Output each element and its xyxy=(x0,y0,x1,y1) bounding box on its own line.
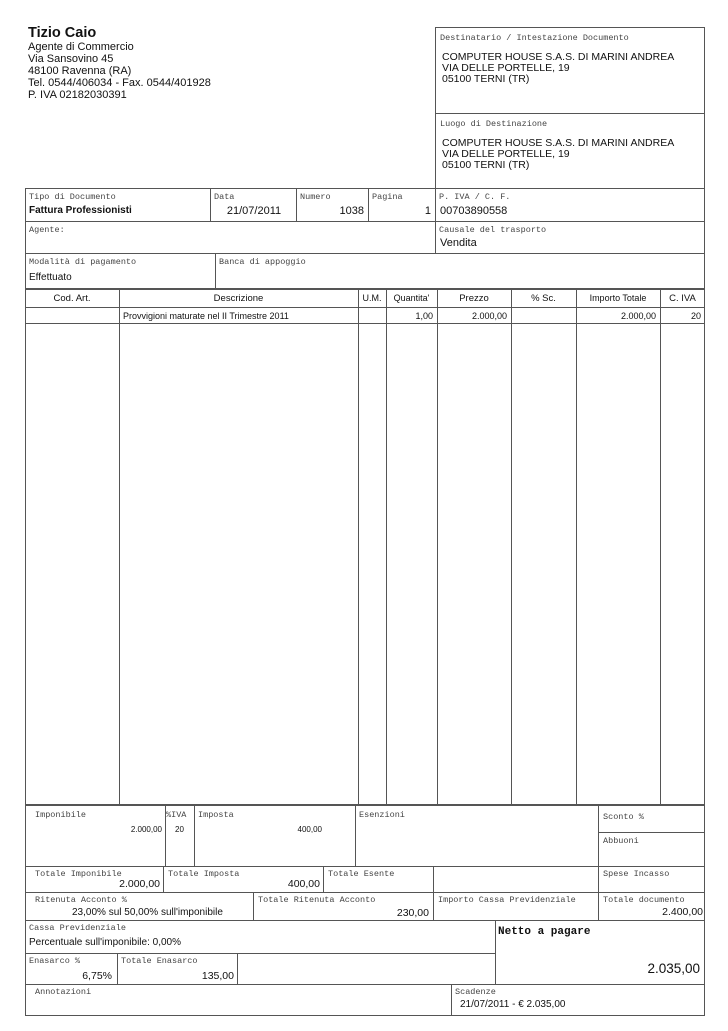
col-header-discount: % Sc. xyxy=(531,293,556,304)
doc-taxid-label: P. IVA / C. F. xyxy=(439,192,511,202)
recipient-line3: 05100 TERNI (TR) xyxy=(442,73,530,85)
imponibile-label: Imponibile xyxy=(35,810,87,820)
row-description: Provvigioni maturate nel II Trimestre 2011 xyxy=(123,311,289,321)
recipient-line2: VIA DELLE PORTELLE, 19 xyxy=(442,62,570,74)
annotazioni-label: Annotazioni xyxy=(35,987,92,997)
col-header-description: Descrizione xyxy=(213,293,264,304)
enasarco-label: Enasarco % xyxy=(29,956,81,966)
tot-imposta-label: Totale Imposta xyxy=(168,869,240,879)
col-header-total: Importo Totale xyxy=(589,293,647,303)
recipient-label: Destinatario / Intestazione Documento xyxy=(440,33,629,43)
doc-payment-label: Modalità di pagamento xyxy=(29,257,137,267)
doc-number-value: 1038 xyxy=(339,205,364,217)
netto-label: Netto a pagare xyxy=(498,926,591,938)
imponibile-value: 2.000,00 xyxy=(130,825,162,834)
sender-city: 48100 Ravenna (RA) xyxy=(28,65,132,77)
doc-transport-value: Vendita xyxy=(440,237,477,249)
tot-esente-label: Totale Esente xyxy=(328,869,395,879)
cassa-prev-label: Cassa Previdenziale xyxy=(29,923,126,933)
spese-incasso-label: Spese Incasso xyxy=(603,869,670,879)
tot-enasarco-label: Totale Enasarco xyxy=(121,956,198,966)
imposta-label: Imposta xyxy=(198,810,234,820)
doc-page-value: 1 xyxy=(424,205,431,217)
col-header-vat-code: C. IVA xyxy=(669,293,696,304)
col-header-um: U.M. xyxy=(362,293,382,303)
row-qty: 1,00 xyxy=(415,311,433,321)
doc-date-value: 21/07/2011 xyxy=(226,205,282,217)
tot-imposta-value: 400,00 xyxy=(287,878,320,890)
sconto-label: Sconto % xyxy=(603,812,644,822)
tot-imponibile-label: Totale Imponibile xyxy=(35,869,122,879)
cassa-prev-import-label: Importo Cassa Previdenziale xyxy=(438,895,576,905)
sender-block xyxy=(28,26,428,101)
doc-payment-value: Effettuato xyxy=(29,272,72,283)
destination-line2: VIA DELLE PORTELLE, 19 xyxy=(442,148,570,160)
doc-agent-label: Agente: xyxy=(29,225,65,235)
row-vat-code: 20 xyxy=(690,311,701,321)
sender-street: Via Sansovino 45 xyxy=(28,53,114,65)
imposta-value: 400,00 xyxy=(297,825,322,834)
enasarco-value: 6,75% xyxy=(82,970,112,982)
col-header-qty: Quantita' xyxy=(393,293,430,303)
doc-type-label: Tipo di Documento xyxy=(29,192,116,202)
ritenuta-value: 23,00% sul 50,00% sull'imponibile xyxy=(72,907,223,918)
destination-line3: 05100 TERNI (TR) xyxy=(442,159,530,171)
row-price: 2.000,00 xyxy=(471,311,507,321)
tot-enasarco-value: 135,00 xyxy=(201,970,234,982)
iva-pct-value: 20 xyxy=(175,825,184,834)
scadenze-value: 21/07/2011 - € 2.035,00 xyxy=(460,999,566,1010)
iva-pct-label: %IVA xyxy=(166,810,187,820)
doc-bank-label: Banca di appoggio xyxy=(219,257,306,267)
sender-vat: P. IVA 02182030391 xyxy=(28,89,127,101)
tot-ritenuta-label: Totale Ritenuta Acconto xyxy=(258,895,376,905)
recipient-line1: COMPUTER HOUSE S.A.S. DI MARINI ANDREA xyxy=(442,51,675,63)
ritenuta-label: Ritenuta Acconto % xyxy=(35,895,127,905)
sender-phone: Tel. 0544/406034 - Fax. 0544/401928 xyxy=(28,77,211,89)
doc-transport-label: Causale del trasporto xyxy=(439,225,547,235)
doc-page-label: Pagina xyxy=(372,192,403,202)
esenzioni-label: Esenzioni xyxy=(359,810,405,820)
sender-role: Agente di Commercio xyxy=(28,41,134,53)
doc-number-label: Numero xyxy=(300,192,331,202)
tot-documento-label: Totale documento xyxy=(603,895,685,905)
tot-documento-value: 2.400,00 xyxy=(662,906,703,918)
destination-line1: COMPUTER HOUSE S.A.S. DI MARINI ANDREA xyxy=(442,137,675,149)
netto-value: 2.035,00 xyxy=(647,961,700,976)
doc-info-block xyxy=(25,188,705,289)
scadenze-label: Scadenze xyxy=(455,987,496,997)
sender-name: Tizio Caio xyxy=(28,25,97,41)
row-total: 2.000,00 xyxy=(620,311,656,321)
col-header-code: Cod. Art. xyxy=(53,293,91,304)
cassa-prev-value: Percentuale sull'imponibile: 0,00% xyxy=(29,937,181,948)
doc-type-value: Fattura Professionisti xyxy=(29,205,132,216)
items-table xyxy=(25,289,705,805)
doc-date-label: Data xyxy=(214,192,235,202)
doc-taxid-value: 00703890558 xyxy=(440,205,508,217)
tot-ritenuta-value: 230,00 xyxy=(396,907,429,919)
col-header-price: Prezzo xyxy=(459,293,489,304)
tot-imponibile-value: 2.000,00 xyxy=(119,878,160,890)
abbuoni-label: Abbuoni xyxy=(603,836,639,846)
destination-label: Luogo di Destinazione xyxy=(440,119,548,129)
